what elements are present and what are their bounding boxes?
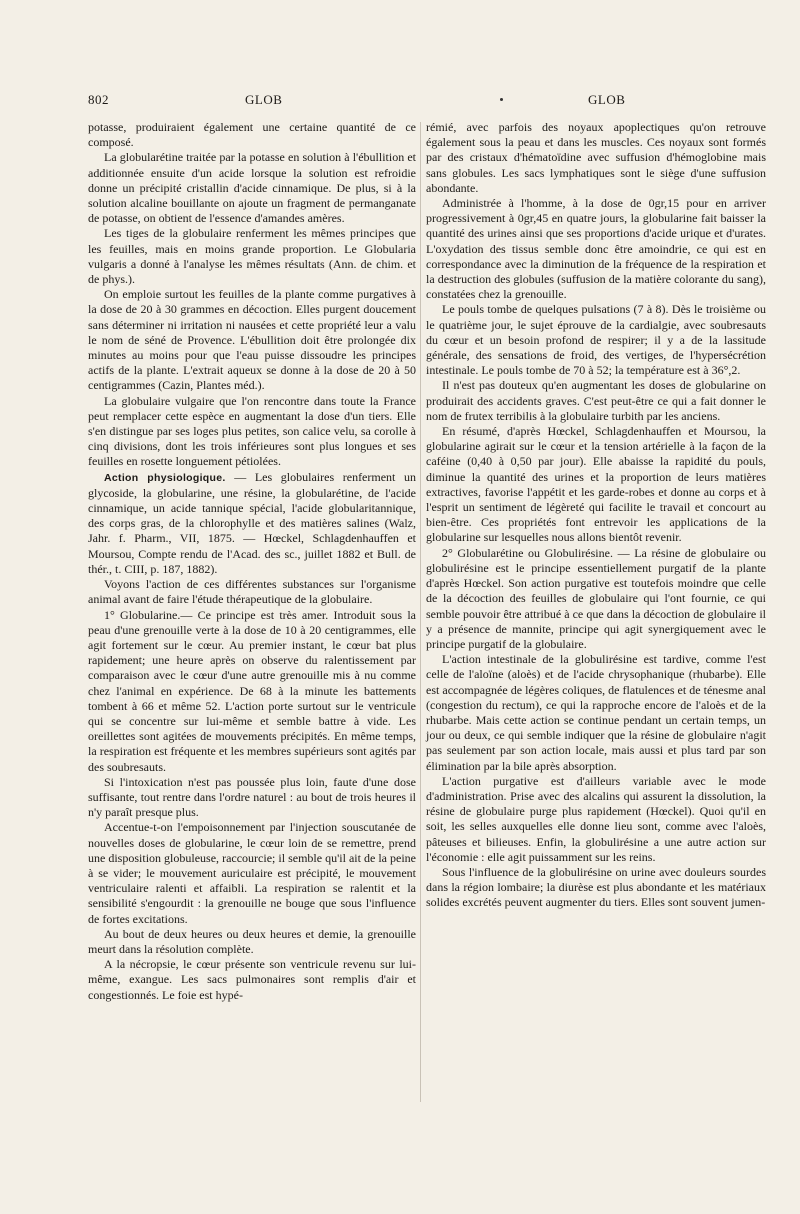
paragraph-text: potasse, produiraient également une certaine quantité de ce composé. bbox=[88, 120, 416, 150]
paragraph-text: A la nécropsie, le cœur présente son ventricule revenu sur lui-même, exangue. Les sacs pulmonaires sont remplis d'air et congestionnés. Le foie est hypé- bbox=[88, 957, 416, 1002]
paragraph bbox=[426, 424, 766, 546]
paragraph bbox=[426, 378, 766, 424]
paragraph-text: Si l'intoxication n'est pas poussée plus loin, faute d'une dose suffisante, tout rentre dans l'ordre naturel : au bout de trois heures il n'y paraît presque plus. bbox=[88, 774, 416, 820]
paragraph-text: Administrée à l'homme, à la dose de 0gr,15 pour en arriver progressivement à 0gr,45 en quatre jours, la globularine fait baisser la quantité des urines ainsi que ses proportions d'acide urique et d'urates. L'oxydation des tissus semble donc être amoindrie, ce qui est en correspondance avec la diminution de la fréquence de la respiration et la destruction des globules (suffusion de la matière colorante du sang), constatées chez la grenouille. bbox=[426, 196, 766, 302]
paragraph-text: 1° Globularine.— Ce principe est très amer. Introduit sous la peau d'une grenouille verte à la dose de 10 à 20 centigrammes, elle agit fortement sur le cœur. Au premier instant, le cœur bat plus rapidement; une heure après on observe du ralentissement par comparaison avec le cœur d'une autre grenouille mis à nu comme chez l'animal en expérience. De 68 à la minute les battements tombent à 66 et même 52. L'action porte surtout sur le ventricule qui se concentre sur lui-même et semble battre à vide. Les oreillettes sont agitées de mouvements précipités. En même temps, la respiration est fréquente et les membres supérieurs sont agités par des soubresauts. bbox=[88, 607, 416, 774]
paragraph bbox=[88, 820, 416, 926]
paragraph bbox=[426, 546, 766, 652]
paragraph-text: L'action intestinale de la globulirésine est tardive, comme l'est celle de l'aloïne (aloès) et de l'acide chrysophanique (rhubarbe). Elle est accompagnée de légères coliques, de flatulences et de ténesme anal (congestion du rectum), ce qui la rapproche encore de l'aloès et de la rhubarbe. Mais cette action se continue pendant un certain temps, un jour ou deux, ce qui semble indiquer que la résine de globulaire n'agit pas seulement par son action locale, mais aussi et plus tard par son élimination par la bile après absorption. bbox=[426, 652, 766, 773]
paragraph-text: La globularétine traitée par la potasse en solution à l'ébullition et additionnée ensuite d'un acide lorsque la solution est refroidie donne un précipité cristallin d'acide cinnamique. De plus, si à la solution alcaline bouillante on ajoute un fragment de permanganate de potasse, on obtient de l'essence d'amandes amères. bbox=[88, 150, 416, 226]
column-divider bbox=[420, 122, 421, 1102]
paragraph-text: Le pouls tombe de quelques pulsations (7 à 8). Dès le troisième ou le quatrième jour, le sujet éprouve de la cardialgie, avec soubresauts du cœur et un besoin profond de respirer; il y a de la lassitude générale, des sensations de froid, des vertiges, de l'hypersécrétion intestinale. Le pouls tombe de 70 à 52; la température est à 36°,2. bbox=[426, 302, 766, 378]
paragraph bbox=[88, 150, 416, 226]
paragraph bbox=[88, 394, 416, 470]
section-heading: Action physiologique. bbox=[104, 471, 226, 484]
paragraph-text: Au bout de deux heures ou deux heures et demie, la grenouille meurt dans la résolution complète. bbox=[88, 926, 416, 956]
header-title-left: GLOB bbox=[245, 92, 283, 107]
paragraph bbox=[88, 775, 416, 821]
paragraph-text: Voyons l'action de ces différentes substances sur l'organisme animal avant de faire l'étude thérapeutique de la globulaire. bbox=[88, 577, 416, 607]
paragraph bbox=[88, 287, 416, 393]
paragraph bbox=[426, 865, 766, 911]
header-title-right: GLOB bbox=[588, 92, 626, 107]
paragraph-text: En résumé, d'après Hœckel, Schlagdenhauffen et Moursou, la globularine agirait sur le cœur et la tension artérielle à la façon de la caféine (0,40 à 0,50 par jour). Elle abaisse la rapidité du pouls, diminue la quantité des urines et la proportion de leurs matières extractives, favorise l'appétit et les garde-robes et donne au corps et à l'esprit un sentiment de légèreté qui facilite le travail et concourt au bien-être. Ces propriétés font entrevoir les applications de la globularine sur lesquelles nous allons bientôt revenir. bbox=[426, 424, 766, 545]
paragraph bbox=[426, 120, 766, 196]
paragraph bbox=[88, 226, 416, 287]
paragraph-text: L'action purgative est d'ailleurs variable avec le mode d'administration. Prise avec des alcalins qui assurent la dissolution, la résine de globulaire purge plus rapidement (Hœckel). Quoi qu'il en soit, les selles auxquelles elle donne lieu sont, comme avec l'aloès, pâteuses et bilieuses. Enfin, la globulirésine a une autre action sur l'économie : elle agit puissamment sur les reins. bbox=[426, 773, 766, 864]
paragraph-text: 2° Globularétine ou Globulirésine. — La résine de globulaire ou globulirésine est le principe essentiellement purgatif de la plante d'après Hœckel. Son action purgative est toutefois moindre que celle de la décoction des feuilles de globulaire qui l'ont fournie, ce qui semble pouvoir être attribué à ce que dans la décoction de globulaire il y a présence de mannite, principe qui agit synergiquement avec le principe purgatif de la globulaire. bbox=[426, 545, 766, 651]
paragraph-text: On emploie surtout les feuilles de la plante comme purgatives à la dose de 20 à 30 grammes en décoction. Elles purgent doucement sans déterminer ni irritation ni nausées et cette propriété leur a valu le nom de séné de Provence. L'ébullition doit être prolongée dix minutes au moins pour que l'eau puisse dissoudre les principes actifs de la plante. L'extrait aqueux se donne à la dose de 20 à 50 centigrammes (Cazin, Plantes méd.). bbox=[88, 287, 416, 393]
paragraph bbox=[88, 927, 416, 957]
paragraph bbox=[426, 774, 766, 865]
paragraph-text: Il n'est pas douteux qu'en augmentant les doses de globularine on produirait des accidents graves. C'est peut-être ce qui a fait donner le nom de frutex terribilis à la globulaire turbith par les anciens. bbox=[426, 378, 766, 423]
paragraph-text: La globulaire vulgaire que l'on rencontre dans toute la France peut remplacer cette espèce en augmentant la dose d'un tiers. Elle s'en distingue par ses loges plus petites, son calice velu, sa corolle à cinq divisions, dont les trois inférieures sont plus longues et ses feuilles en rosette longuement pétiolées. bbox=[88, 393, 416, 469]
header-dot bbox=[500, 98, 503, 101]
paragraph bbox=[88, 577, 416, 607]
paragraph bbox=[426, 652, 766, 774]
paragraph-text: Sous l'influence de la globulirésine on urine avec douleurs sourdes dans la région lombaire; la diurèse est plus abondante et les matériaux solides excrétés peuvent augmenter du tiers. Elles sont souvent jumen- bbox=[426, 864, 766, 910]
paragraph bbox=[88, 120, 416, 150]
paragraph bbox=[88, 470, 416, 577]
paragraph bbox=[88, 957, 416, 1003]
page-number: 802 bbox=[88, 92, 109, 107]
paragraph bbox=[426, 302, 766, 378]
paragraph-text: rémié, avec parfois des noyaux apoplectiques qu'on retrouve également sous la peau et dans les muscles. Ces noyaux sont formés par des cristaux d'hématoïdine avec suffusion d'hémoglobine mais sans globules. Les sacs lymphatiques sont le siège d'une suffusion abondante. bbox=[426, 120, 766, 195]
paragraph-text: Les tiges de la globulaire renferment les mêmes principes que les feuilles, mais en moins grande proportion. Le Globularia vulgaris a donné à l'analyse les mêmes résultats (Ann. de chim. et de phys.). bbox=[88, 226, 416, 287]
paragraph bbox=[88, 608, 416, 775]
paragraph-text: Accentue-t-on l'empoisonnement par l'injection souscutanée de nouvelles doses de globularine, le cœur loin de se remettre, prend une disposition globuleuse, raccourcie; il semble qu'il ait de la peine à se vider; le mouvement auriculaire est précipité, le mouvement ventriculaire ralenti et affaibli. La respiration se ralentit et la sensibilité s'engourdit : la grenouille ne bouge que sous l'influence de fortes excitations. bbox=[88, 820, 416, 926]
left-column bbox=[88, 120, 416, 1003]
paragraph-text: — Les globulaires renferment un glycoside, la globularine, une résine, la globularétine, de l'acide cinnamique, un acide tannique spécial, l'acide globularitannique, des corps gras, de la chlorophylle et des matières salines (Walz, Jahr. f. Pharm., VII, 1875. — Hœckel, Schlagdenhauffen et Moursou, Compte rendu de l'Acad. des sc., juillet 1882 et Bull. de thér., t. CIII, p. 187, 1882). bbox=[88, 469, 416, 576]
running-header bbox=[88, 92, 768, 110]
paragraph bbox=[426, 196, 766, 302]
right-column bbox=[426, 120, 766, 911]
